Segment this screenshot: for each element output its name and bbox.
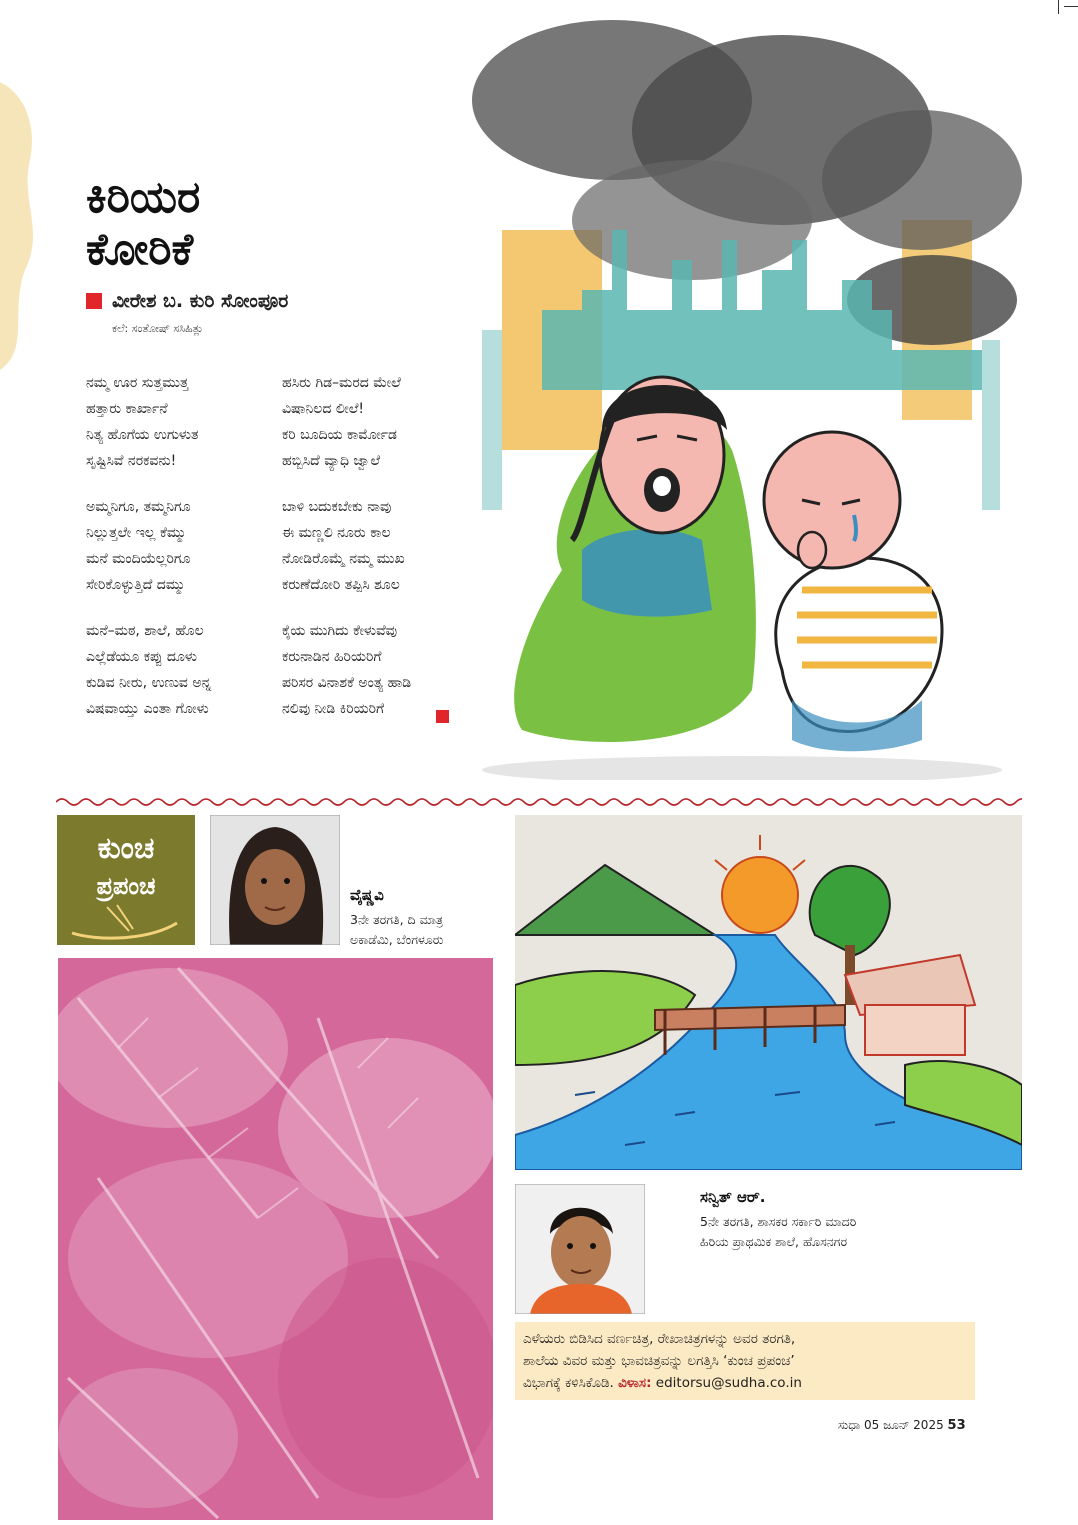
poem-line: ಎಲ್ಲೆಡೆಯೂ ಕಪ್ಪು ದೂಳು xyxy=(86,649,197,665)
poem-title xyxy=(86,172,446,276)
address-label: ವಿಳಾಸ: xyxy=(618,1375,652,1391)
section-divider xyxy=(56,792,1022,812)
page-footer xyxy=(838,1418,966,1433)
author-name: ವೀರೇಶ ಬ. ಕುರಿ ಸೋಂಪೂರ xyxy=(112,290,289,312)
poem-column-right xyxy=(282,370,462,742)
section-title-line-2: ಪ್ರಪಂಚ xyxy=(96,872,156,900)
poem-line: ಹಸಿರು ಗಿಡ–ಮರದ ಮೇಲೆ xyxy=(282,375,401,391)
poem-title-line-1: ಕಿರಿಯರ xyxy=(86,172,201,223)
artist-2-details xyxy=(700,1212,1000,1252)
poem-line: ಕರಿ ಬೂದಿಯ ಕಾರ್ಮೋಡ xyxy=(282,427,397,443)
art-credit: ಕಲೆ: ಸಂತೋಷ್ ಸಸಿಹಿತ್ಲು xyxy=(112,322,204,335)
kuncha-prapancha-badge xyxy=(57,815,195,945)
poem-line: ಕರುಣೆದೋರಿ ತಪ್ಪಿಸಿ ಶೂಲ xyxy=(282,577,400,593)
submission-text-line: ಶಾಲೆಯ ವಿವರ ಮತ್ತು ಭಾವಚಿತ್ರವನ್ನು ಲಗತ್ತಿಸಿ ‘ಕುಂಚ ಪ್ರಪಂಚ’ xyxy=(523,1353,795,1369)
author-byline xyxy=(86,290,288,312)
artist-1-details xyxy=(350,910,495,950)
poem-illustration xyxy=(462,10,1022,780)
crop-mark xyxy=(1064,6,1078,7)
end-mark-icon xyxy=(436,710,449,723)
artist-2-photo xyxy=(515,1184,645,1314)
poem-line: ಸೇರಿಕೊಳ್ಳುತ್ತಿದೆ ದಮ್ಮು xyxy=(86,577,186,593)
email-link[interactable]: editorsu@sudha.co.in xyxy=(655,1375,802,1391)
poem-line: ಮನೆ ಮಂದಿಯೆಲ್ಲರಿಗೂ xyxy=(86,551,191,567)
section-title-line-1: ಕುಂಚ xyxy=(97,831,155,866)
brush-swirl-icon xyxy=(67,901,185,941)
poem-column-left xyxy=(86,370,266,742)
poem-line: ವಿಷಾನಿಲದ ಲೀಲೆ! xyxy=(282,401,365,417)
poem-line: ಅಮ್ಮನಿಗೂ, ತಮ್ಮನಿಗೂ xyxy=(86,499,191,515)
submission-text-line-3 xyxy=(523,1372,967,1394)
poem-line: ನೋಡಿರೊಮ್ಮೆ ನಮ್ಮ ಮುಖ xyxy=(282,551,405,567)
artist-1-name: ವೈಷ್ಣವಿ xyxy=(350,886,384,904)
page-number: 53 xyxy=(947,1418,966,1433)
artist-1-detail-line: 3ನೇ ತರಗತಿ, ದಿ ಮಾತ್ರ xyxy=(350,912,444,927)
poem-line: ಬಾಳಿ ಬದುಕಬೇಕು ನಾವು xyxy=(282,499,392,515)
artist-1-detail-line: ಅಕಾಡೆಮಿ, ಬೆಂಗಳೂರು xyxy=(350,932,444,947)
submission-text-line: ವಿಭಾಗಕ್ಕೆ ಕಳಿಸಿಕೊಡಿ. xyxy=(523,1375,614,1391)
artist-1-photo xyxy=(210,815,340,945)
footer-issue: ಸುಧಾ 05 ಜೂನ್ 2025 xyxy=(838,1418,944,1432)
poem-stanza xyxy=(282,370,462,474)
poem-line: ಕರುನಾಡಿನ ಹಿರಿಯರಿಗೆ xyxy=(282,649,382,665)
artist-2-name: ಸನ್ವಿತ್ ಆರ್. xyxy=(700,1188,766,1206)
byline-marker-icon xyxy=(86,293,102,309)
poem-line: ಈ ಮಣ್ಣಲಿ ನೂರು ಕಾಲ xyxy=(282,525,391,541)
poem-line: ಕೈಯ ಮುಗಿದು ಕೇಳುವೆವು xyxy=(282,623,398,639)
poem-line: ಹತ್ತಾರು ಕಾರ್ಖಾನೆ xyxy=(86,401,168,417)
poem-line: ನಿಲ್ಲುತ್ತಲೇ ಇಲ್ಲ ಕೆಮ್ಮು xyxy=(86,525,187,541)
artist-2-detail-line: 5ನೇ ತರಗತಿ, ಶಾಸಕರ ಸರ್ಕಾರಿ ಮಾದರಿ xyxy=(700,1214,857,1229)
poem-stanza xyxy=(86,370,266,474)
poem-line: ವಿಷವಾಯ್ತು ಎಂತಾ ಗೋಳು xyxy=(86,701,209,717)
crop-mark xyxy=(1058,0,1059,14)
artwork-landscape-drawing xyxy=(515,815,1022,1170)
poem-title-line-2: ಕೋರಿಕೆ xyxy=(86,224,194,275)
poem-line: ಮನೆ–ಮಠ, ಶಾಲೆ, ಹೊಲ xyxy=(86,623,204,639)
poem-stanza xyxy=(282,618,462,722)
decorative-paint-smudge xyxy=(0,60,50,380)
poem-stanza xyxy=(282,494,462,598)
poem-line: ನಿತ್ಯ ಹೊಗೆಯ ಉಗುಳುತ xyxy=(86,427,199,443)
submission-text-line: ಎಳೆಯರು ಬಿಡಿಸಿದ ವರ್ಣಚಿತ್ರ, ರೇಖಾಚಿತ್ರಗಳನ್ನು ಅವರ ತರಗತಿ, xyxy=(523,1331,796,1347)
poem-line: ಸೃಷ್ಟಿಸಿವೆ ನರಕವನು! xyxy=(86,453,177,469)
poem-line: ಹಬ್ಬಿಸಿದೆ ವ್ಯಾಧಿ ಜ್ವಾಲೆ xyxy=(282,453,381,469)
submission-info-box xyxy=(515,1322,975,1400)
poem-stanza xyxy=(86,618,266,722)
poem-stanza xyxy=(86,494,266,598)
artist-2-detail-line: ಹಿರಿಯ ಪ್ರಾಥಮಿಕ ಶಾಲೆ, ಹೊಸನಗರ xyxy=(700,1234,848,1249)
artwork-pink-leaf-print xyxy=(58,958,493,1520)
poem-line: ಕುಡಿವ ನೀರು, ಉಣುವ ಅನ್ನ xyxy=(86,675,212,691)
poem-line: ನಮ್ಮ ಊರ ಸುತ್ತಮುತ್ತ xyxy=(86,375,189,391)
poem-line: ನಲಿವು ನೀಡಿ ಕಿರಿಯರಿಗೆ xyxy=(282,701,385,717)
poem-line: ಪರಿಸರ ವಿನಾಶಕೆ ಅಂತ್ಯ ಹಾಡಿ xyxy=(282,675,412,691)
